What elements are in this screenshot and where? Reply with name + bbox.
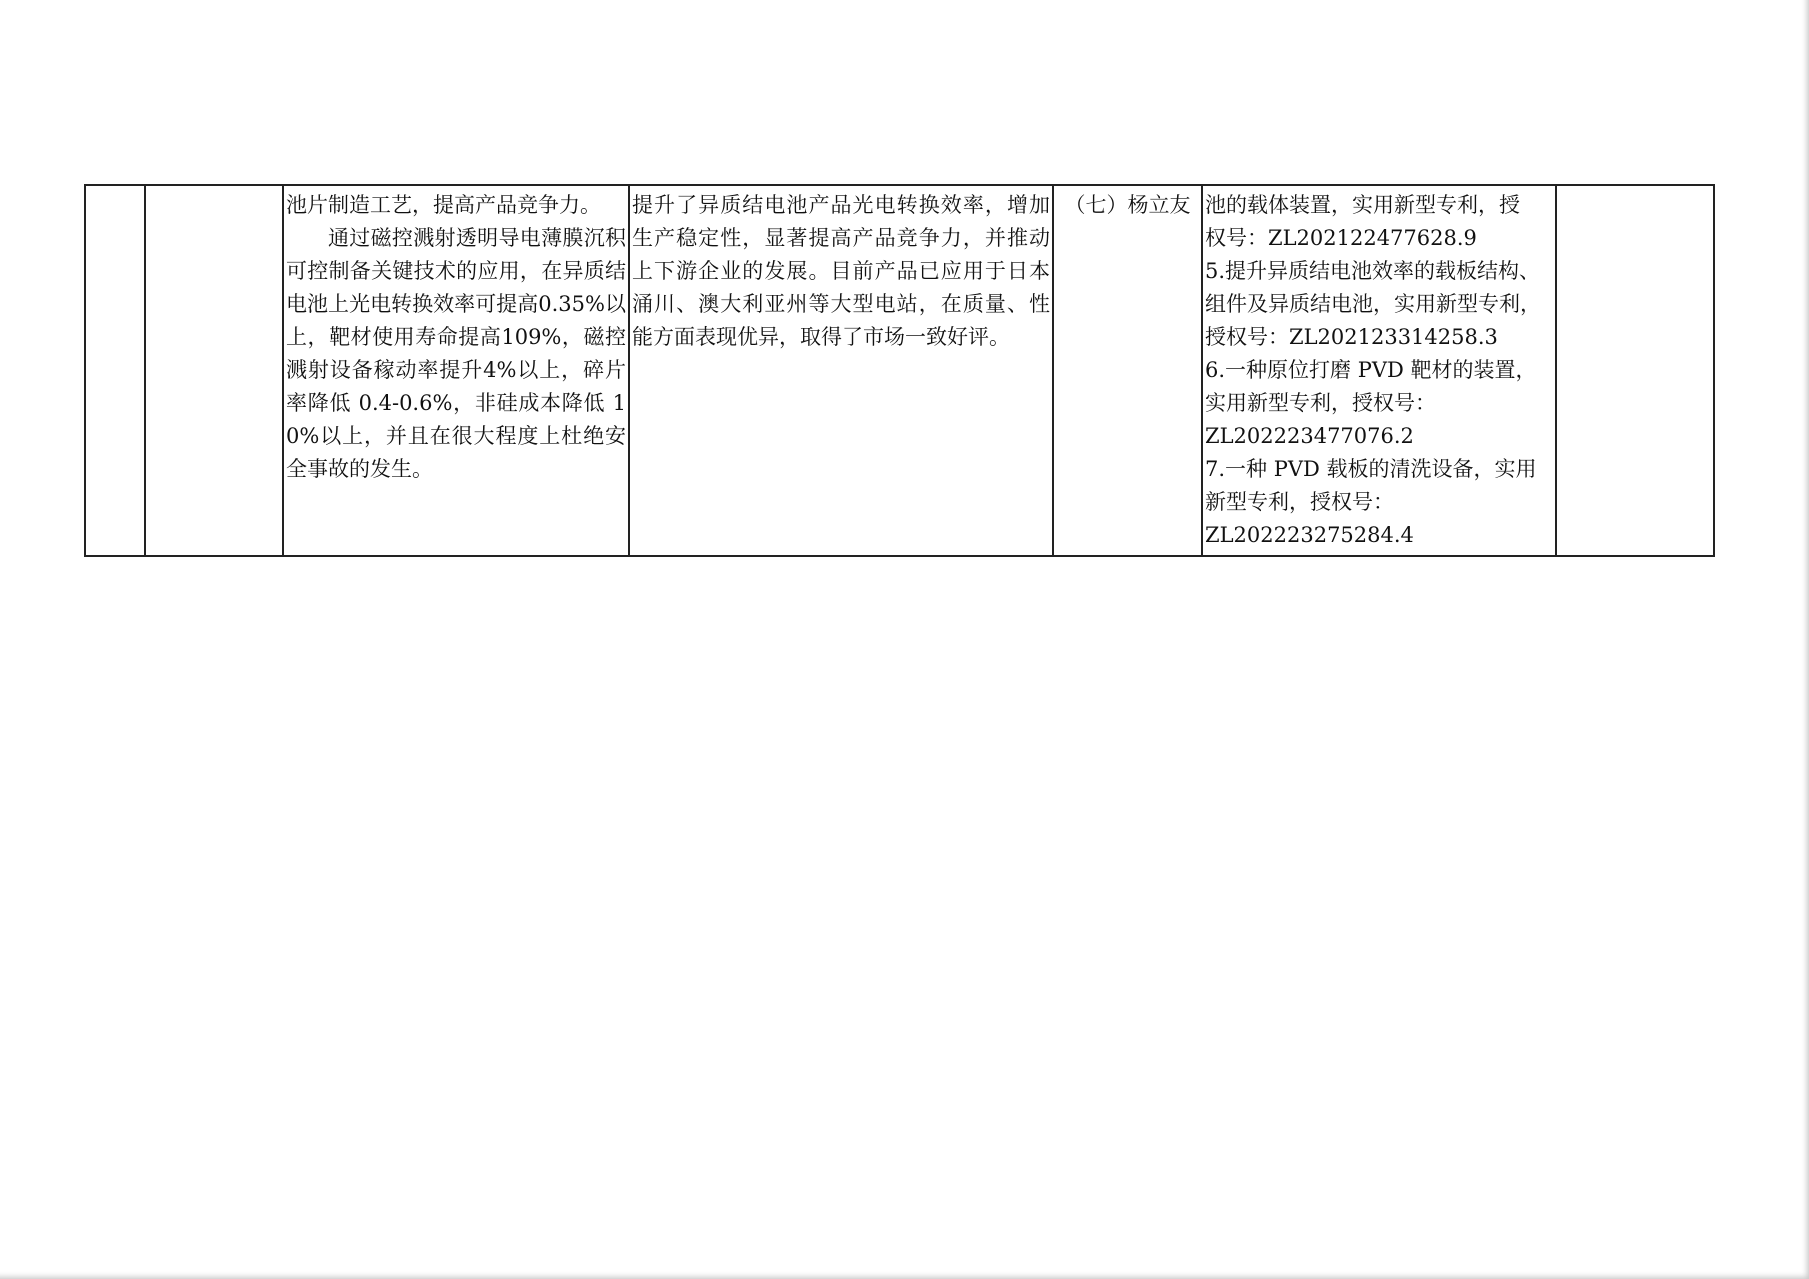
cell-application-effect	[629, 185, 1053, 556]
cell-technical-description	[283, 185, 629, 556]
tech-paragraph-2: 通过磁控溅射透明导电薄膜沉积可控制备关键技术的应用，在异质结电池上光电转换效率可提高0.35%以上，靶材使用寿命提高109%，磁控溅射设备稼动率提升4%以上，碎片率降低 0.4-0.6%，非硅成本降低 10%以上，并且在很大程度上杜绝安全事故的发生。	[286, 226, 626, 481]
patent-line: 新型专利，授权号：	[1205, 490, 1394, 514]
patent-line: ZL202223275284.4	[1205, 523, 1414, 547]
cell-patents	[1202, 185, 1556, 556]
cell-remarks	[1556, 185, 1714, 556]
table-row	[85, 185, 1714, 556]
person-name: （七）杨立友	[1064, 193, 1191, 217]
patent-line: ZL202223477076.2	[1205, 424, 1414, 448]
patent-line: 权号：ZL202122477628.9	[1205, 226, 1477, 250]
cell-person	[1053, 185, 1202, 556]
patent-line: 授权号：ZL202123314258.3	[1205, 325, 1498, 349]
patent-line: 组件及异质结电池，实用新型专利，	[1205, 292, 1541, 316]
application-paragraph: 提升了异质结电池产品光电转换效率，增加生产稳定性，显著提高产品竞争力，并推动上下游企业的发展。目前产品已应用于日本涌川、澳大利亚州等大型电站，在质量、性能方面表现优异，取得了市场一致好评。	[632, 193, 1050, 349]
patent-line: 7.一种 PVD 载板的清洗设备，实用	[1205, 457, 1537, 481]
cell-index	[85, 185, 145, 556]
patent-table	[84, 184, 1715, 557]
patent-line: 6.一种原位打磨 PVD 靶材的装置，	[1205, 358, 1537, 382]
patent-line: 5.提升异质结电池效率的载板结构、	[1205, 259, 1541, 283]
tech-paragraph-1: 池片制造工艺，提高产品竞争力。	[286, 193, 601, 217]
cell-project-name	[145, 185, 283, 556]
patent-line: 池的载体装置，实用新型专利，授	[1205, 193, 1520, 217]
patent-line: 实用新型专利，授权号：	[1205, 391, 1436, 415]
